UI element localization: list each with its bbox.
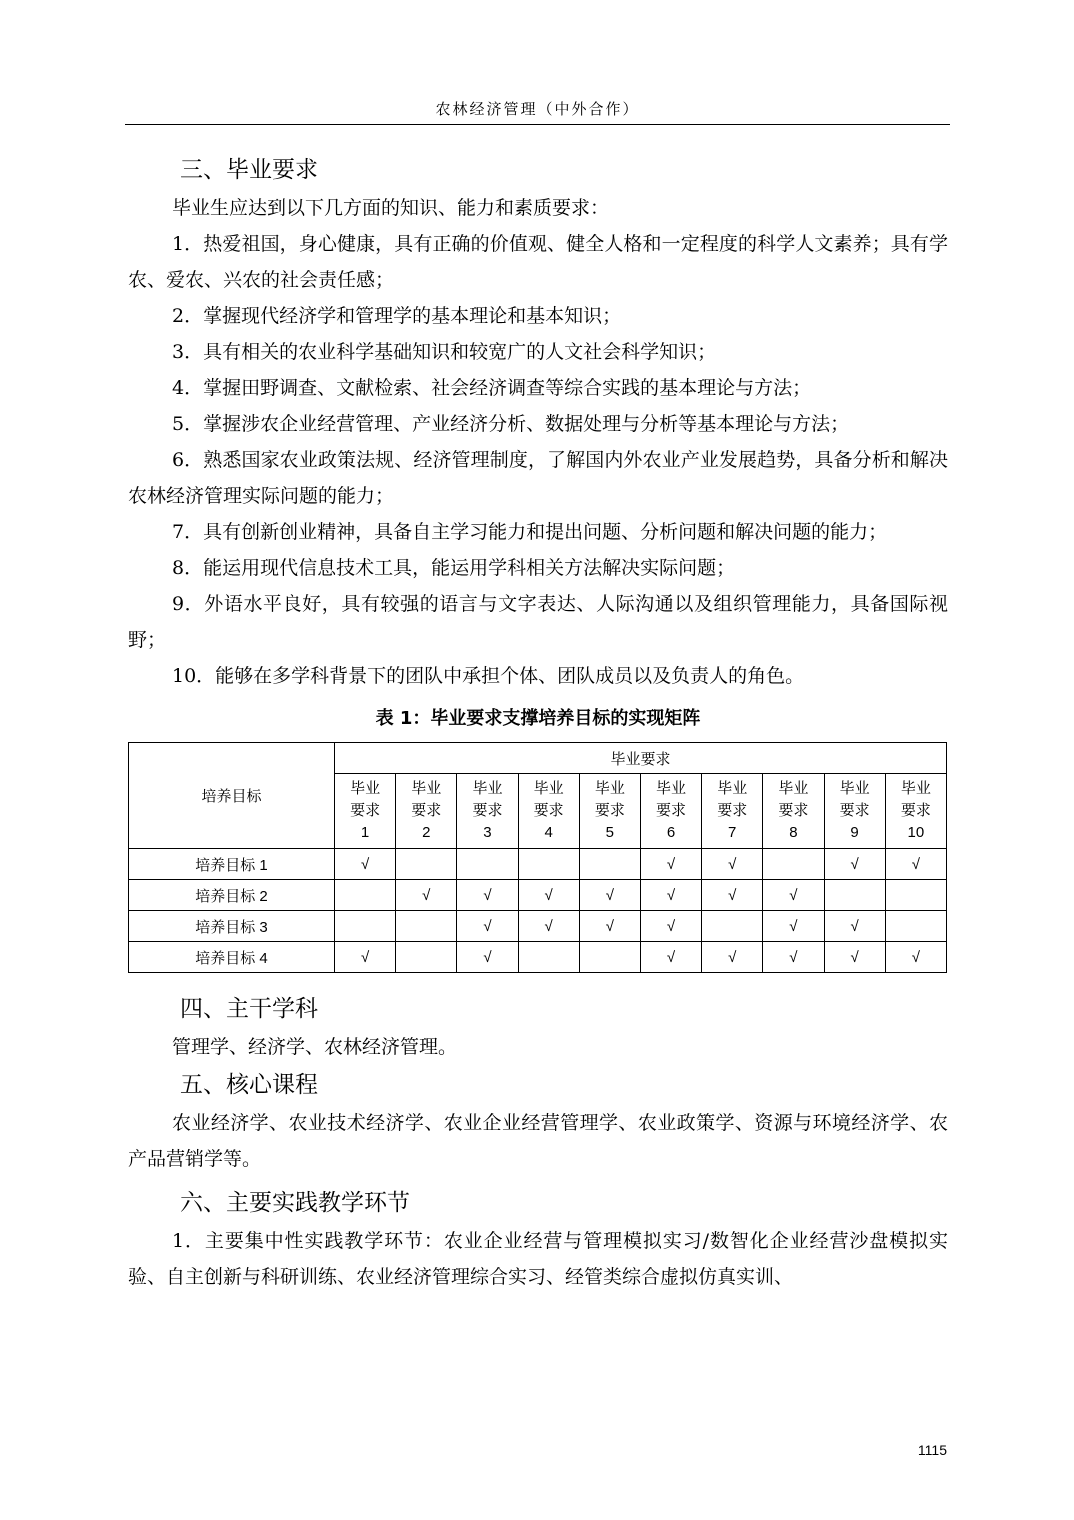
column-header-line: 5 <box>605 824 615 841</box>
check-cell <box>702 911 763 942</box>
table-header-row <box>129 743 947 774</box>
check-cell: √ <box>702 880 763 911</box>
column-header-requirement <box>518 774 579 849</box>
check-cell <box>885 880 946 911</box>
check-cell: √ <box>702 849 763 880</box>
column-header-line: 毕业 <box>778 780 809 797</box>
column-header-requirement <box>763 774 824 849</box>
table-row <box>129 942 947 973</box>
requirement-item: 2．掌握现代经济学和管理学的基本理论和基本知识； <box>172 305 622 327</box>
row-label: 培养目标 2 <box>129 880 335 911</box>
column-header-line: 要求 <box>778 802 809 819</box>
column-header-requirement <box>579 774 640 849</box>
section-intro: 毕业生应达到以下几方面的知识、能力和素质要求： <box>172 197 610 219</box>
column-header-line: 毕业 <box>350 780 381 797</box>
column-header-line: 要求 <box>717 802 748 819</box>
requirement-item: 6．熟悉国家农业政策法规、经济管理制度，了解国内外农业产业发展趋势，具备分析和解决农林经济管理实际问题的能力； <box>128 449 948 507</box>
column-header-line: 要求 <box>839 802 870 819</box>
document-body <box>128 150 948 1295</box>
practice-text: 1．主要集中性实践教学环节：农业企业经营与管理模拟实习/数智化企业经营沙盘模拟实验、自主创新与科研训练、农业经济管理综合实习、经管类综合虚拟仿真实训、 <box>128 1230 948 1288</box>
check-cell: √ <box>518 911 579 942</box>
row-label: 培养目标 4 <box>129 942 335 973</box>
column-header-line: 要求 <box>350 802 381 819</box>
check-cell: √ <box>579 911 640 942</box>
column-header-line: 6 <box>666 824 676 841</box>
column-header-line: 2 <box>422 824 431 841</box>
page-number: 1115 <box>917 1442 947 1458</box>
check-cell: √ <box>763 880 824 911</box>
check-cell: √ <box>457 942 518 973</box>
column-header-line: 7 <box>728 824 737 841</box>
core-courses-text: 农业经济学、农业技术经济学、农业企业经营管理学、农业政策学、资源与环境经济学、农产品营销学等。 <box>128 1112 948 1170</box>
section-heading-main-disciplines: 四、主干学科 <box>180 996 318 1022</box>
check-cell: √ <box>763 942 824 973</box>
table-caption: 表 1：毕业要求支撑培养目标的实现矩阵 <box>375 708 701 729</box>
running-header: 农林经济管理（中外合作） <box>435 100 640 118</box>
check-cell: √ <box>824 911 885 942</box>
row-label: 培养目标 1 <box>129 849 335 880</box>
column-header-line: 要求 <box>656 802 687 819</box>
check-cell <box>518 942 579 973</box>
column-header-requirement <box>396 774 457 849</box>
check-cell: √ <box>640 849 701 880</box>
table-group-header: 毕业要求 <box>335 743 947 774</box>
check-cell: √ <box>640 880 701 911</box>
requirement-item: 5．掌握涉农企业经营管理、产业经济分析、数据处理与分析等基本理论与方法； <box>172 413 850 435</box>
table-row <box>129 880 947 911</box>
requirement-item: 9．外语水平良好，具有较强的语言与文字表达、人际沟通以及组织管理能力，具备国际视野； <box>128 593 948 651</box>
section-heading-practice: 六、主要实践教学环节 <box>180 1190 410 1216</box>
column-header-line: 毕业 <box>594 780 625 797</box>
table-corner-header: 培养目标 <box>129 743 335 849</box>
table-row <box>129 849 947 880</box>
requirements-matrix-table <box>128 742 947 973</box>
column-header-requirement <box>640 774 701 849</box>
column-header-line: 4 <box>544 824 553 841</box>
check-cell: √ <box>518 880 579 911</box>
requirement-item: 10．能够在多学科背景下的团队中承担个体、团队成员以及负责人的角色。 <box>172 665 805 687</box>
check-cell <box>396 849 457 880</box>
check-cell: √ <box>579 880 640 911</box>
check-cell: √ <box>457 880 518 911</box>
column-header-requirement <box>457 774 518 849</box>
column-header-line: 毕业 <box>839 780 870 797</box>
column-header-line: 9 <box>850 824 859 841</box>
column-header-line: 要求 <box>411 802 442 819</box>
check-cell <box>518 849 579 880</box>
check-cell: √ <box>640 911 701 942</box>
check-cell <box>457 849 518 880</box>
column-header-line: 毕业 <box>900 780 931 797</box>
requirement-item: 7．具有创新创业精神，具备自主学习能力和提出问题、分析问题和解决问题的能力； <box>172 521 888 543</box>
column-header-line: 要求 <box>472 802 503 819</box>
check-cell <box>885 911 946 942</box>
column-header-requirement <box>702 774 763 849</box>
column-header-line: 要求 <box>533 802 564 819</box>
check-cell: √ <box>763 911 824 942</box>
column-header-line: 8 <box>789 824 798 841</box>
check-cell <box>763 849 824 880</box>
check-cell <box>579 849 640 880</box>
column-header-line: 1 <box>360 824 370 841</box>
check-cell <box>335 880 396 911</box>
column-header-requirement <box>335 774 396 849</box>
column-header-line: 要求 <box>900 802 931 819</box>
column-header-line: 毕业 <box>472 780 503 797</box>
section-heading-core-courses: 五、核心课程 <box>180 1072 318 1098</box>
requirement-item: 1．热爱祖国，身心健康，具有正确的价值观、健全人格和一定程度的科学人文素养；具有学农、爱农、兴农的社会责任感； <box>128 233 948 291</box>
column-header-line: 毕业 <box>411 780 442 797</box>
column-header-line: 毕业 <box>656 780 687 797</box>
column-header-requirement <box>824 774 885 849</box>
check-cell: √ <box>885 849 946 880</box>
check-cell: √ <box>885 942 946 973</box>
table-body <box>129 849 947 973</box>
table-row <box>129 911 947 942</box>
check-cell <box>824 880 885 911</box>
check-cell: √ <box>335 942 396 973</box>
column-header-line: 要求 <box>594 802 625 819</box>
check-cell: √ <box>335 849 396 880</box>
check-cell <box>335 911 396 942</box>
check-cell: √ <box>824 942 885 973</box>
requirement-item: 8．能运用现代信息技术工具，能运用学科相关方法解决实际问题； <box>172 557 736 579</box>
main-disciplines-text: 管理学、经济学、农林经济管理。 <box>172 1036 458 1058</box>
check-cell <box>396 911 457 942</box>
check-cell <box>396 942 457 973</box>
requirements-list <box>128 226 948 694</box>
check-cell: √ <box>702 942 763 973</box>
row-label: 培养目标 3 <box>129 911 335 942</box>
column-header-line: 毕业 <box>533 780 564 797</box>
check-cell: √ <box>396 880 457 911</box>
check-cell: √ <box>457 911 518 942</box>
requirement-item: 3．具有相关的农业科学基础知识和较宽广的人文社会科学知识； <box>172 341 717 363</box>
header-divider <box>125 124 950 125</box>
column-header-line: 毕业 <box>717 780 748 797</box>
section-heading-graduation-requirements: 三、毕业要求 <box>180 157 318 183</box>
column-header-line: 10 <box>907 824 925 841</box>
requirement-item: 4．掌握田野调查、文献检索、社会经济调查等综合实践的基本理论与方法； <box>172 377 812 399</box>
column-header-line: 3 <box>483 824 492 841</box>
column-header-requirement <box>885 774 946 849</box>
check-cell: √ <box>640 942 701 973</box>
check-cell: √ <box>824 849 885 880</box>
check-cell <box>579 942 640 973</box>
